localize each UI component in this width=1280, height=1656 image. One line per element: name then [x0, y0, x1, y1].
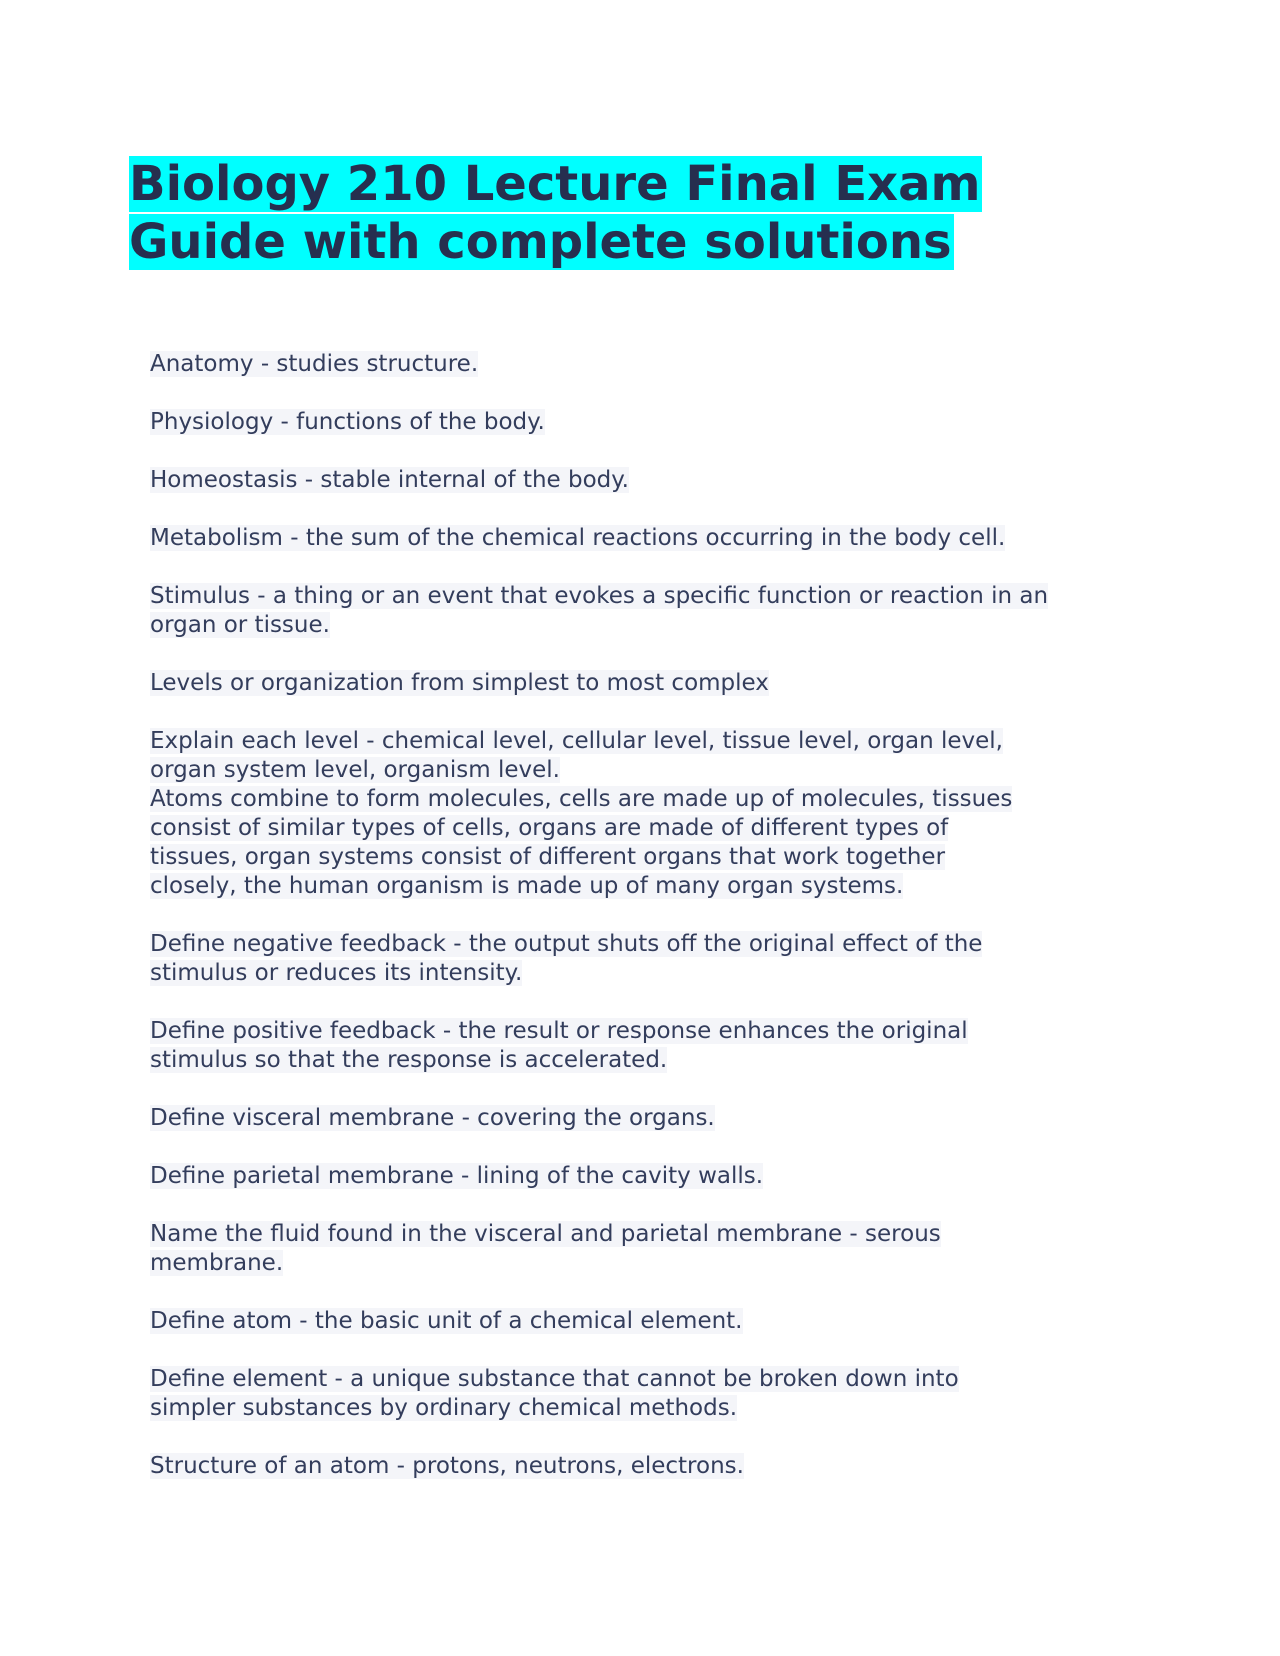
- paragraph-visceral-membrane: [150, 1104, 1160, 1133]
- paragraph-line: [150, 611, 1160, 640]
- paragraph-text: membrane.: [150, 1250, 284, 1276]
- document-body: [150, 350, 1160, 1510]
- paragraph-line: [150, 814, 1160, 843]
- paragraph-line: [150, 1394, 1160, 1423]
- paragraph-text: consist of similar types of cells, organs are made of different types of: [150, 815, 949, 841]
- paragraph-line: [150, 843, 1160, 872]
- paragraph-text: tissues, organ systems consist of different organs that work together: [150, 844, 946, 870]
- title-line: [129, 213, 982, 271]
- paragraph-parietal-membrane: [150, 1162, 1160, 1191]
- paragraph-text: Name the fluid found in the visceral and parietal membrane - serous: [150, 1221, 941, 1247]
- paragraph-line: [150, 408, 1160, 437]
- paragraph-fluid: [150, 1220, 1160, 1278]
- paragraph-text: stimulus so that the response is accelerated.: [150, 1047, 668, 1073]
- paragraph-text: Define negative feedback - the output shuts off the original effect of the: [150, 931, 983, 957]
- paragraph-stimulus: [150, 582, 1160, 640]
- paragraph-text: simpler substances by ordinary chemical methods.: [150, 1395, 738, 1421]
- paragraph-line: [150, 524, 1160, 553]
- paragraph-negative-feedback: [150, 930, 1160, 988]
- paragraph-physiology: [150, 408, 1160, 437]
- paragraph-text: Define parietal membrane - lining of the cavity walls.: [150, 1163, 764, 1189]
- page-title: [129, 155, 982, 271]
- paragraph-text: organ or tissue.: [150, 612, 330, 638]
- paragraph-line: [150, 1104, 1160, 1133]
- paragraph-line: [150, 1249, 1160, 1278]
- title-line-text: Biology 210 Lecture Final Exam: [129, 156, 981, 212]
- paragraph-text: Anatomy - studies structure.: [150, 351, 479, 377]
- paragraph-text: Stimulus - a thing or an event that evokes a specific function or reaction in an: [150, 583, 1049, 609]
- paragraph-text: Explain each level - chemical level, cellular level, tissue level, organ level,: [150, 728, 1003, 754]
- paragraph-text: Homeostasis - stable internal of the body.: [150, 467, 629, 493]
- paragraph-homeostasis: [150, 466, 1160, 495]
- paragraph-text: stimulus or reduces its intensity.: [150, 960, 523, 986]
- paragraph-text: organ system level, organism level.: [150, 757, 560, 783]
- paragraph-line: [150, 1452, 1160, 1481]
- paragraph-text: Levels or organization from simplest to most complex: [150, 670, 769, 696]
- paragraph-element: [150, 1365, 1160, 1423]
- paragraph-line: [150, 1162, 1160, 1191]
- paragraph-levels: [150, 669, 1160, 698]
- paragraph-text: Define positive feedback - the result or response enhances the original: [150, 1018, 968, 1044]
- paragraph-line: [150, 872, 1160, 901]
- title-line: [129, 155, 982, 213]
- paragraph-line: [150, 1365, 1160, 1394]
- paragraph-line: [150, 350, 1160, 379]
- paragraph-text: Metabolism - the sum of the chemical reactions occurring in the body cell.: [150, 525, 1006, 551]
- paragraph-line: [150, 1220, 1160, 1249]
- paragraph-text: Physiology - functions of the body.: [150, 409, 545, 435]
- paragraph-positive-feedback: [150, 1017, 1160, 1075]
- paragraph-line: [150, 582, 1160, 611]
- paragraph-anatomy: [150, 350, 1160, 379]
- title-line-text: Guide with complete solutions: [129, 214, 952, 270]
- paragraph-line: [150, 669, 1160, 698]
- paragraph-line: [150, 727, 1160, 756]
- paragraph-text: Atoms combine to form molecules, cells are made up of molecules, tissues: [150, 786, 1013, 812]
- paragraph-line: [150, 466, 1160, 495]
- paragraph-text: Structure of an atom - protons, neutrons, electrons.: [150, 1453, 744, 1479]
- paragraph-atom: [150, 1307, 1160, 1336]
- paragraph-line: [150, 785, 1160, 814]
- paragraph-line: [150, 1017, 1160, 1046]
- paragraph-text: Define visceral membrane - covering the organs.: [150, 1105, 715, 1131]
- paragraph-text: closely, the human organism is made up of many organ systems.: [150, 873, 904, 899]
- paragraph-line: [150, 756, 1160, 785]
- paragraph-metabolism: [150, 524, 1160, 553]
- paragraph-line: [150, 1046, 1160, 1075]
- paragraph-text: Define element - a unique substance that cannot be broken down into: [150, 1366, 959, 1392]
- paragraph-text: Define atom - the basic unit of a chemical element.: [150, 1308, 743, 1334]
- paragraph-line: [150, 930, 1160, 959]
- paragraph-line: [150, 959, 1160, 988]
- paragraph-atom-structure: [150, 1452, 1160, 1481]
- paragraph-line: [150, 1307, 1160, 1336]
- paragraph-atoms-combine: [150, 785, 1160, 901]
- paragraph-explain-levels: [150, 727, 1160, 785]
